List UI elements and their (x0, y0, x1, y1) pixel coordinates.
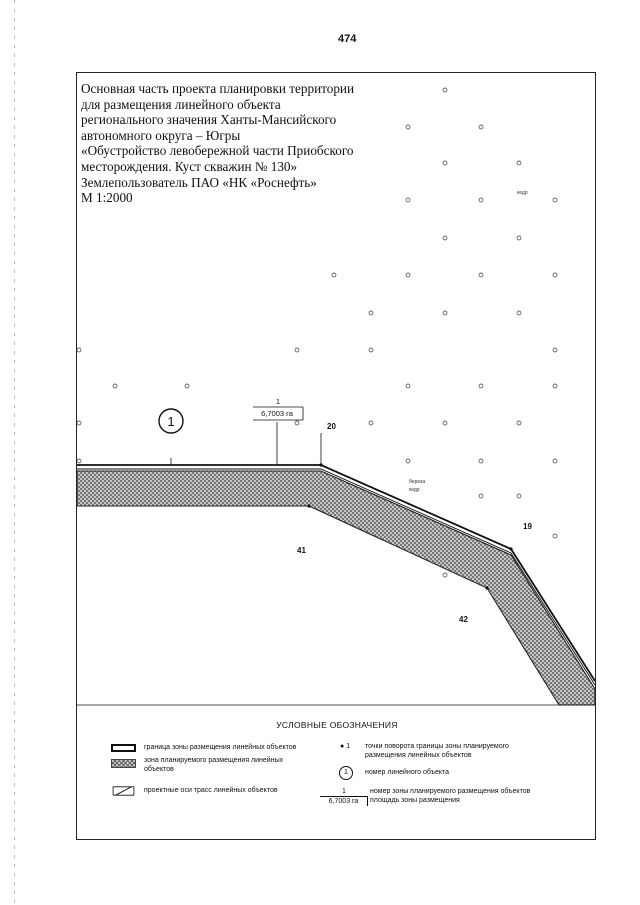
terrain-marker (479, 494, 483, 498)
terrain-marker (369, 348, 373, 352)
vegetation-label: кедр (517, 190, 528, 196)
object-number-symbol: 1 (339, 766, 353, 780)
legend-turn-point-line: размещения линейных объектов (365, 751, 472, 759)
point-label: 20 (327, 422, 336, 431)
terrain-marker (443, 161, 447, 165)
boundary-point (509, 547, 512, 550)
terrain-marker (332, 273, 336, 277)
title-line: для размещения линейного объекта (81, 96, 281, 112)
terrain-marker (479, 459, 483, 463)
legend (77, 716, 596, 836)
zone-hatch-swatch (111, 759, 136, 768)
terrain-marker (479, 384, 483, 388)
zone-area: 6,7003 га (261, 409, 293, 418)
terrain-marker (77, 459, 81, 463)
terrain-marker (443, 88, 447, 92)
turn-point-symbol: ● 1 (340, 743, 351, 750)
terrain-marker (406, 459, 410, 463)
boundary-point (307, 504, 310, 507)
legend-turn-point-text (365, 743, 509, 760)
legend-zone-area-line: площадь зоны размещения (370, 796, 460, 804)
map-sheet (76, 72, 596, 840)
legend-zone-number-text (370, 788, 530, 805)
terrain-marker (479, 125, 483, 129)
terrain-marker (443, 421, 447, 425)
legend-zone-text (144, 757, 283, 774)
terrain-marker (443, 311, 447, 315)
point-label: 19 (523, 522, 532, 531)
terrain-marker (369, 311, 373, 315)
terrain-marker (295, 421, 299, 425)
boundary-point (485, 586, 488, 589)
terrain-marker (406, 125, 410, 129)
title-line: автономного округа – Югры (81, 127, 241, 143)
legend-axes-text: проектные оси трасс линейных объектов (144, 787, 278, 794)
boundary-swatch (111, 744, 136, 752)
zone-label-sample-number: 1 (320, 788, 368, 797)
terrain-marker (406, 384, 410, 388)
legend-object-number-text: номер линейного объекта (365, 769, 450, 776)
legend-zone-line: зона планируемого размещения линейных (144, 757, 284, 764)
axis-swatch (111, 786, 136, 796)
title-line: М 1:2000 (81, 190, 133, 206)
planned-zone-hatch (77, 471, 595, 705)
title-block (81, 81, 381, 206)
terrain-marker (517, 311, 521, 315)
terrain-marker (517, 161, 521, 165)
terrain-marker (553, 459, 557, 463)
legend-boundary-text: граница зоны размещения линейных объектов (144, 744, 297, 751)
title-line: месторождения. Куст скважин № 130» (81, 158, 298, 174)
legend-zone-number-line: номер зоны планируемого размещения объектов (370, 788, 531, 795)
terrain-marker (295, 348, 299, 352)
zone-label-sample (320, 788, 368, 806)
boundary-point (319, 463, 322, 466)
terrain-marker (443, 236, 447, 240)
vegetation-label: кедр (409, 487, 420, 493)
point-label: 42 (459, 615, 468, 624)
terrain-marker (517, 421, 521, 425)
terrain-marker (517, 494, 521, 498)
terrain-marker (369, 421, 373, 425)
turn-point-number: 1 (346, 743, 351, 750)
zone-label-sample-area: 6,7003 га (320, 797, 368, 806)
title-line: Основная часть проекта планировки территории (81, 81, 355, 96)
terrain-marker (553, 273, 557, 277)
terrain-marker (553, 534, 557, 538)
terrain-marker (443, 573, 447, 577)
zone-number: 1 (275, 397, 281, 406)
terrain-marker (77, 421, 81, 425)
object-number: 1 (167, 414, 175, 429)
page-number: 474 (338, 33, 357, 45)
terrain-marker (479, 198, 483, 202)
title-line: регионального значения Ханты-Мансийского (81, 112, 337, 128)
legend-title: УСЛОВНЫЕ ОБОЗНАЧЕНИЯ (276, 720, 398, 730)
terrain-marker (517, 236, 521, 240)
legend-turn-point-line: точки поворота границы зоны планируемого (365, 743, 509, 750)
terrain-marker (185, 384, 189, 388)
title-line: «Обустройство левобережной части Приобского (81, 143, 354, 159)
terrain-marker (113, 384, 117, 388)
zone-label (253, 397, 303, 420)
terrain-marker (553, 384, 557, 388)
terrain-marker (553, 198, 557, 202)
terrain-marker (553, 348, 557, 352)
title-line: Землепользователь ПАО «НК «Роснефть» (81, 174, 317, 190)
point-label: 41 (297, 546, 306, 555)
vegetation-label: береза (409, 479, 426, 485)
terrain-marker (406, 273, 410, 277)
terrain-marker (406, 198, 410, 202)
terrain-marker (77, 348, 81, 352)
legend-zone-line: объектов (144, 765, 174, 773)
terrain-marker (479, 273, 483, 277)
scan-edge-artifact (14, 0, 15, 905)
